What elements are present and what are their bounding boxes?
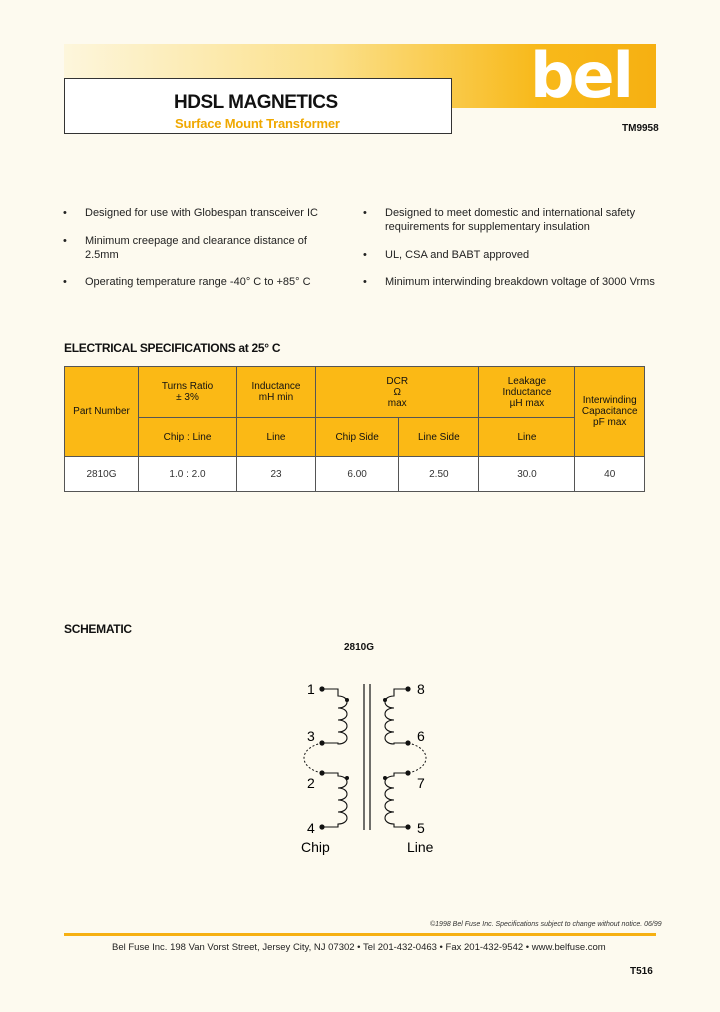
header-dcr: DCR Ω max [316, 367, 479, 418]
schematic-title: SCHEMATIC [64, 622, 132, 636]
left-upper-winding [322, 689, 347, 744]
subheader-chip-line: Chip : Line [139, 418, 237, 457]
feature-text: Designed for use with Globespan transceiver IC [85, 207, 318, 219]
pin-label: 6 [417, 728, 425, 744]
right-jumper [408, 743, 426, 773]
pin-label: 1 [307, 681, 315, 697]
specs-title: ELECTRICAL SPECIFICATIONS at 25° C [64, 341, 281, 355]
company-address: Bel Fuse Inc. 198 Van Vorst Street, Jersey City, NJ 07302 • Tel 201-432-0463 • Fax 201-432-9542 • www.belfuse.com [112, 942, 606, 953]
cell-dcr-line: 2.50 [399, 457, 479, 492]
feature-item [363, 206, 655, 234]
cell-turns: 1.0 : 2.0 [139, 457, 237, 492]
polarity-dot [345, 698, 349, 702]
pin-dot [319, 824, 324, 829]
bel-logo: bel [530, 39, 632, 112]
bullet-icon: • [63, 276, 67, 288]
cell-inductance: 23 [237, 457, 316, 492]
document-number: TM9958 [622, 123, 659, 134]
feature-text: Minimum interwinding breakdown voltage of 3000 Vrms [385, 276, 655, 288]
feature-text: Designed to meet domestic and international safety requirements for supplementary insulation [385, 207, 636, 233]
polarity-dot [345, 776, 349, 780]
header-leakage: Leakage Inductance µH max [479, 367, 575, 418]
right-upper-winding [385, 689, 408, 744]
header-capacitance: Interwinding Capacitance pF max [575, 367, 645, 457]
bullet-icon: • [63, 235, 67, 247]
bullet-icon: • [363, 207, 367, 219]
polarity-dot [383, 698, 387, 702]
specs-table [64, 366, 645, 492]
pin-label: 7 [417, 775, 425, 791]
cell-part: 2810G [65, 457, 139, 492]
left-jumper [304, 743, 322, 773]
feature-item [63, 275, 325, 289]
subheader-chip-side: Chip Side [316, 418, 399, 457]
chip-label: Chip [301, 839, 330, 855]
line-label: Line [407, 839, 434, 855]
bullet-icon: • [363, 249, 367, 261]
pin-label: 5 [417, 820, 425, 836]
header-part-number: Part Number [65, 367, 139, 457]
pin-label: 4 [307, 820, 315, 836]
pin-dot [319, 686, 324, 691]
feature-item [363, 248, 655, 262]
feature-text: UL, CSA and BABT approved [385, 249, 530, 261]
cell-leakage: 30.0 [479, 457, 575, 492]
cell-dcr-chip: 6.00 [316, 457, 399, 492]
pin-dot [405, 686, 410, 691]
subheader-inductance-line: Line [237, 418, 316, 457]
table-row [65, 457, 645, 492]
subheader-leakage-line: Line [479, 418, 575, 457]
left-lower-winding [322, 773, 347, 827]
copyright-note: ©1998 Bel Fuse Inc. Specifications subject to change without notice. 06/99 [430, 921, 662, 928]
polarity-dot [383, 776, 387, 780]
pin-label: 3 [307, 728, 315, 744]
header-turns-ratio: Turns Ratio ± 3% [139, 367, 237, 418]
bullet-icon: • [363, 276, 367, 288]
footer-rule [64, 933, 656, 936]
page-subtitle: Surface Mount Transformer [175, 116, 340, 131]
feature-item [363, 275, 655, 289]
right-lower-winding [385, 773, 408, 827]
feature-text: Operating temperature range -40° C to +85° C [85, 276, 311, 288]
pin-label: 2 [307, 775, 315, 791]
feature-item [63, 234, 325, 262]
feature-item [63, 206, 325, 220]
schematic-part: 2810G [344, 642, 375, 653]
feature-text: Minimum creepage and clearance distance of 2.5mm [85, 235, 307, 261]
subheader-line-side: Line Side [399, 418, 479, 457]
header-inductance: Inductance mH min [237, 367, 316, 418]
pin-dot [405, 824, 410, 829]
page-code: T516 [630, 966, 653, 977]
page-title: HDSL MAGNETICS [174, 92, 338, 113]
bullet-icon: • [63, 207, 67, 219]
transformer-schematic [290, 670, 450, 860]
pin-label: 8 [417, 681, 425, 697]
cell-capacitance: 40 [575, 457, 645, 492]
